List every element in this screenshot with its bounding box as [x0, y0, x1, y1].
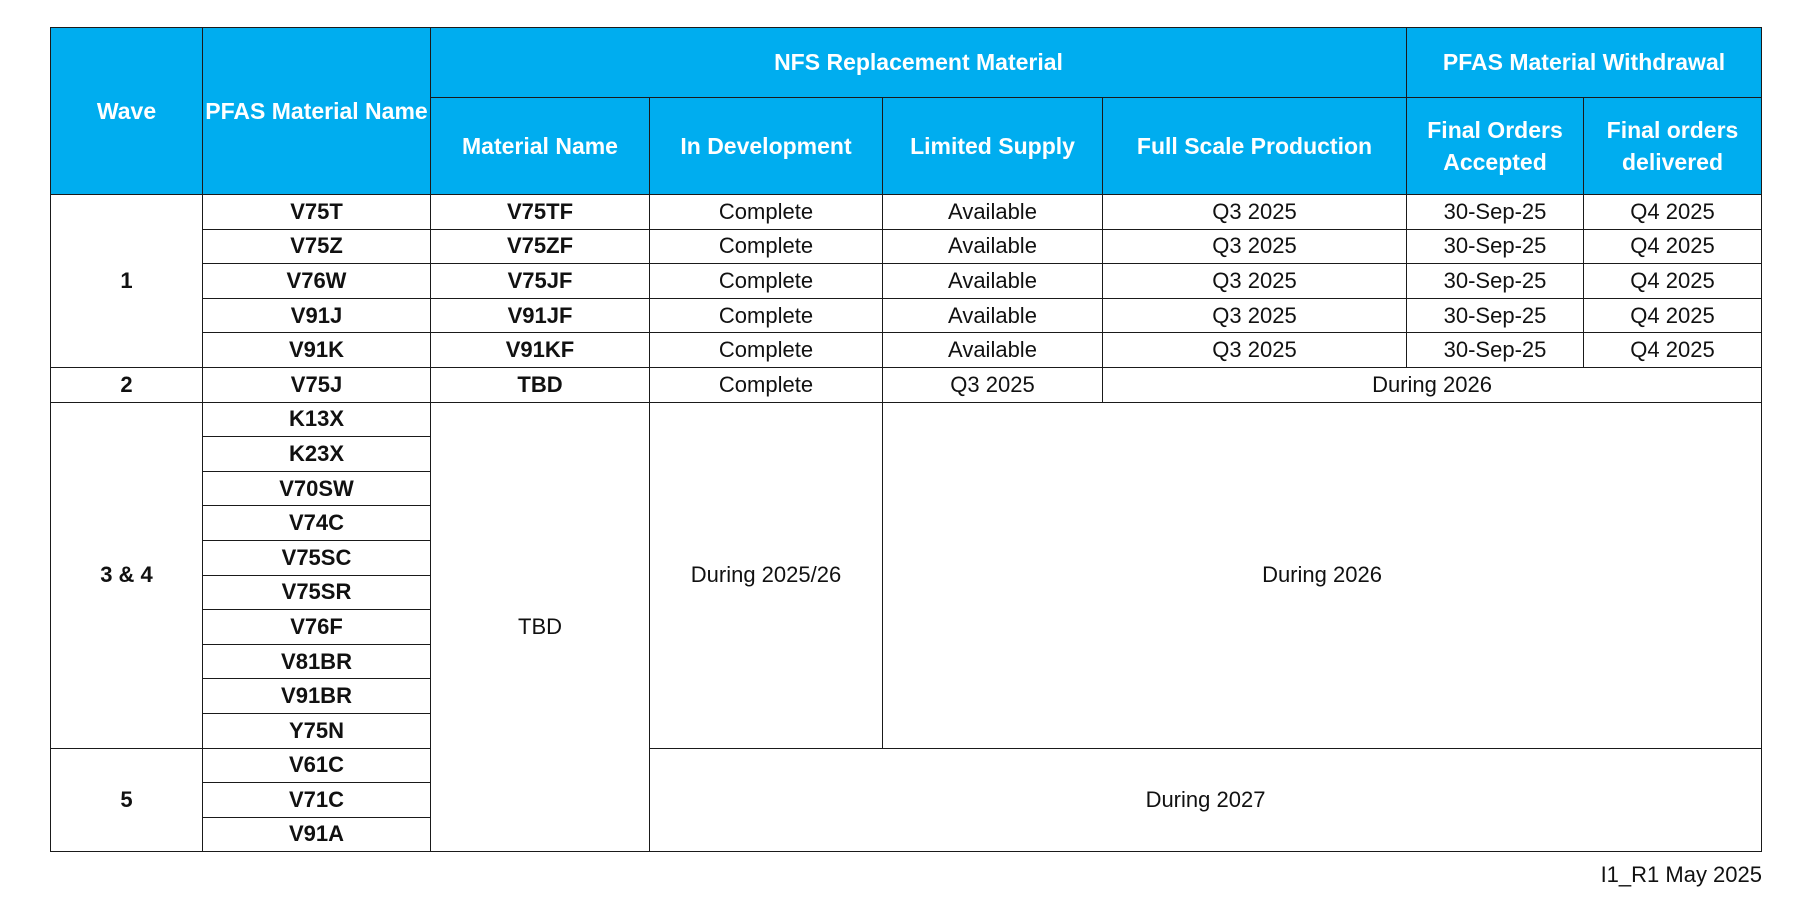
- pfas-name-cell: V74C: [203, 506, 431, 541]
- merged-schedule-cell: During 2027: [650, 748, 1762, 852]
- pfas-name-cell: V91BR: [203, 679, 431, 714]
- pfas-name-cell: V75Z: [203, 229, 431, 264]
- material-name-cell: V75ZF: [431, 229, 650, 264]
- in-development-cell: Complete: [650, 333, 883, 368]
- table-row: [51, 298, 1762, 333]
- limited-supply-cell: Available: [883, 229, 1103, 264]
- final-orders-accepted-cell: 30-Sep-25: [1407, 195, 1584, 230]
- header-wave: Wave: [51, 28, 203, 195]
- material-name-cell: V91JF: [431, 298, 650, 333]
- header-final-orders-delivered: Final orders delivered: [1584, 98, 1762, 195]
- merged-schedule-cell: During 2026: [1103, 367, 1762, 402]
- header-material-name: Material Name: [431, 98, 650, 195]
- in-development-cell: During 2025/26: [650, 402, 883, 748]
- wave-cell: 2: [51, 367, 203, 402]
- limited-supply-cell: Available: [883, 264, 1103, 299]
- pfas-name-cell: V91A: [203, 817, 431, 852]
- pfas-name-cell: K13X: [203, 402, 431, 437]
- pfas-name-cell: V91K: [203, 333, 431, 368]
- table-row: [51, 402, 1762, 437]
- material-name-cell-tbd: TBD: [431, 402, 650, 852]
- table-row: [51, 367, 1762, 402]
- wave-cell: 5: [51, 748, 203, 852]
- in-development-cell: Complete: [650, 229, 883, 264]
- pfas-name-cell: V75SC: [203, 540, 431, 575]
- limited-supply-cell: Available: [883, 333, 1103, 368]
- final-orders-delivered-cell: Q4 2025: [1584, 195, 1762, 230]
- full-scale-cell: Q3 2025: [1103, 264, 1407, 299]
- pfas-transition-table: [50, 27, 1762, 852]
- table-row: [51, 264, 1762, 299]
- final-orders-delivered-cell: Q4 2025: [1584, 298, 1762, 333]
- pfas-name-cell: Y75N: [203, 713, 431, 748]
- full-scale-cell: Q3 2025: [1103, 333, 1407, 368]
- merged-schedule-cell: During 2026: [883, 402, 1762, 748]
- pfas-name-cell: V61C: [203, 748, 431, 783]
- full-scale-cell: Q3 2025: [1103, 229, 1407, 264]
- limited-supply-cell: Q3 2025: [883, 367, 1103, 402]
- pfas-name-cell: V75SR: [203, 575, 431, 610]
- pfas-name-cell: V75T: [203, 195, 431, 230]
- material-name-cell: V75TF: [431, 195, 650, 230]
- in-development-cell: Complete: [650, 195, 883, 230]
- header-pfas-material-withdrawal: PFAS Material Withdrawal: [1407, 28, 1762, 98]
- final-orders-accepted-cell: 30-Sep-25: [1407, 264, 1584, 299]
- header-full-scale-production: Full Scale Production: [1103, 98, 1407, 195]
- table-row: [51, 333, 1762, 368]
- in-development-cell: Complete: [650, 367, 883, 402]
- header-in-development: In Development: [650, 98, 883, 195]
- limited-supply-cell: Available: [883, 298, 1103, 333]
- document-revision-note: I1_R1 May 2025: [1600, 862, 1762, 887]
- final-orders-delivered-cell: Q4 2025: [1584, 229, 1762, 264]
- pfas-name-cell: V76F: [203, 610, 431, 645]
- header-pfas-material-name: PFAS Material Name: [203, 28, 431, 195]
- final-orders-accepted-cell: 30-Sep-25: [1407, 298, 1584, 333]
- table-row: [51, 229, 1762, 264]
- pfas-name-cell: V76W: [203, 264, 431, 299]
- material-name-cell: TBD: [431, 367, 650, 402]
- pfas-name-cell: V71C: [203, 783, 431, 818]
- final-orders-accepted-cell: 30-Sep-25: [1407, 333, 1584, 368]
- material-name-cell: V91KF: [431, 333, 650, 368]
- pfas-name-cell: V70SW: [203, 471, 431, 506]
- pfas-name-cell: K23X: [203, 437, 431, 472]
- table-row: [51, 748, 1762, 783]
- header-nfs-replacement-material: NFS Replacement Material: [431, 28, 1407, 98]
- in-development-cell: Complete: [650, 264, 883, 299]
- pfas-transition-table-container: [50, 27, 1762, 852]
- pfas-name-cell: V91J: [203, 298, 431, 333]
- full-scale-cell: Q3 2025: [1103, 195, 1407, 230]
- table-row: [51, 195, 1762, 230]
- final-orders-accepted-cell: 30-Sep-25: [1407, 229, 1584, 264]
- pfas-name-cell: V75J: [203, 367, 431, 402]
- header-final-orders-accepted: Final Orders Accepted: [1407, 98, 1584, 195]
- final-orders-delivered-cell: Q4 2025: [1584, 264, 1762, 299]
- material-name-cell: V75JF: [431, 264, 650, 299]
- wave-cell: 1: [51, 195, 203, 368]
- header-limited-supply: Limited Supply: [883, 98, 1103, 195]
- final-orders-delivered-cell: Q4 2025: [1584, 333, 1762, 368]
- in-development-cell: Complete: [650, 298, 883, 333]
- wave-cell: 3 & 4: [51, 402, 203, 748]
- limited-supply-cell: Available: [883, 195, 1103, 230]
- full-scale-cell: Q3 2025: [1103, 298, 1407, 333]
- pfas-name-cell: V81BR: [203, 644, 431, 679]
